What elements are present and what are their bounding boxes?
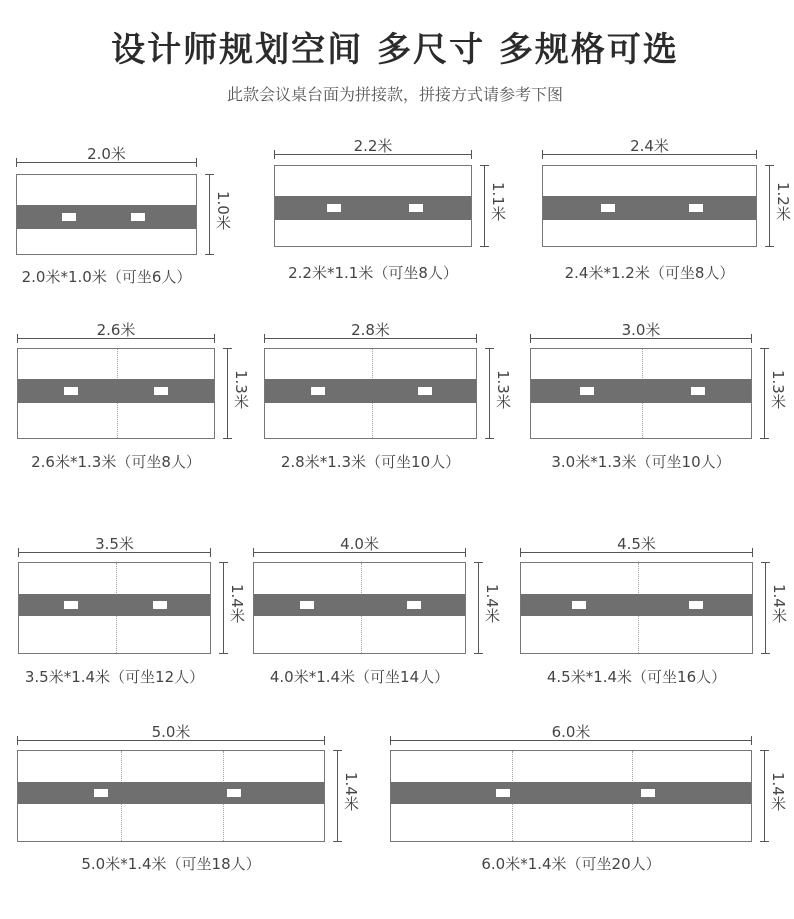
table-top bbox=[17, 348, 215, 439]
center-strip bbox=[18, 379, 214, 403]
cable-hole bbox=[62, 213, 76, 221]
size-caption: 2.0米*1.0米（可坐6人） bbox=[21, 268, 192, 286]
depth-label: 1.4米 bbox=[228, 584, 246, 623]
width-label: 4.0米 bbox=[340, 535, 379, 553]
depth-label: 1.4米 bbox=[770, 584, 788, 623]
center-strip bbox=[19, 594, 210, 616]
depth-label: 1.0米 bbox=[214, 190, 232, 230]
size-caption: 3.0米*1.3米（可坐10人） bbox=[551, 453, 731, 471]
cable-hole bbox=[153, 601, 167, 609]
center-strip bbox=[391, 782, 751, 804]
depth-dimension-line bbox=[478, 562, 479, 654]
size-caption: 3.5米*1.4米（可坐12人） bbox=[24, 668, 205, 686]
table-top bbox=[264, 348, 477, 439]
depth-dimension-line bbox=[484, 165, 485, 247]
depth-label: 1.2米 bbox=[774, 182, 792, 221]
width-label: 3.5米 bbox=[95, 535, 134, 553]
cable-hole bbox=[580, 387, 594, 395]
cable-hole bbox=[418, 387, 432, 395]
depth-label: 1.1米 bbox=[489, 182, 507, 221]
width-label: 2.4米 bbox=[630, 137, 669, 155]
center-strip bbox=[521, 594, 752, 616]
cable-hole bbox=[407, 601, 421, 609]
width-label: 5.0米 bbox=[151, 723, 191, 741]
depth-dimension-line bbox=[765, 562, 766, 654]
table-top bbox=[390, 750, 752, 842]
depth-dimension-line bbox=[223, 562, 224, 654]
table-top bbox=[520, 562, 753, 654]
cable-hole bbox=[94, 789, 108, 797]
table-top bbox=[274, 165, 472, 247]
cable-hole bbox=[689, 204, 703, 212]
width-label: 2.6米 bbox=[96, 321, 136, 339]
cable-hole bbox=[64, 601, 78, 609]
cable-hole bbox=[154, 387, 168, 395]
depth-label: 1.3米 bbox=[494, 369, 512, 409]
center-strip bbox=[17, 205, 196, 229]
cable-hole bbox=[300, 601, 314, 609]
width-label: 3.0米 bbox=[621, 321, 661, 339]
depth-dimension-line bbox=[769, 165, 770, 247]
depth-label: 1.4米 bbox=[483, 584, 501, 623]
width-label: 6.0米 bbox=[551, 723, 591, 741]
size-caption: 5.0米*1.4米（可坐18人） bbox=[81, 855, 261, 873]
width-label: 2.2米 bbox=[353, 137, 393, 155]
depth-dimension-line bbox=[764, 348, 765, 439]
depth-dimension-line bbox=[337, 750, 338, 842]
cable-hole bbox=[327, 204, 341, 212]
size-caption: 2.2米*1.1米（可坐8人） bbox=[288, 264, 458, 282]
width-label: 2.0米 bbox=[87, 145, 126, 163]
cable-hole bbox=[227, 789, 241, 797]
cable-hole bbox=[691, 387, 705, 395]
table-top bbox=[17, 750, 325, 842]
center-strip bbox=[543, 196, 756, 220]
cable-hole bbox=[64, 387, 78, 395]
page-title: 设计师规划空间 多尺寸 多规格可选 bbox=[111, 30, 679, 70]
depth-dimension-line bbox=[209, 174, 210, 255]
cable-hole bbox=[496, 789, 510, 797]
depth-label: 1.4米 bbox=[769, 772, 787, 811]
table-top bbox=[16, 174, 197, 255]
cable-hole bbox=[131, 213, 145, 221]
center-strip bbox=[531, 379, 751, 403]
cable-hole bbox=[409, 204, 423, 212]
center-strip bbox=[18, 782, 324, 804]
width-label: 4.5米 bbox=[617, 535, 656, 553]
size-caption: 2.4米*1.2米（可坐8人） bbox=[564, 264, 735, 282]
size-caption: 4.5米*1.4米（可坐16人） bbox=[546, 668, 727, 686]
cable-hole bbox=[311, 387, 325, 395]
depth-label: 1.4米 bbox=[342, 772, 360, 811]
width-label: 2.8米 bbox=[351, 321, 390, 339]
size-caption: 4.0米*1.4米（可坐14人） bbox=[269, 668, 450, 686]
cable-hole bbox=[601, 204, 615, 212]
table-top bbox=[530, 348, 752, 439]
table-top bbox=[18, 562, 211, 654]
size-caption: 2.8米*1.3米（可坐10人） bbox=[280, 453, 461, 471]
cable-hole bbox=[689, 601, 703, 609]
depth-dimension-line bbox=[227, 348, 228, 439]
size-caption: 2.6米*1.3米（可坐8人） bbox=[31, 453, 201, 471]
center-strip bbox=[254, 594, 465, 616]
size-caption: 6.0米*1.4米（可坐20人） bbox=[481, 855, 661, 873]
table-top bbox=[253, 562, 466, 654]
depth-label: 1.3米 bbox=[232, 369, 250, 409]
cable-hole bbox=[572, 601, 586, 609]
table-top bbox=[542, 165, 757, 247]
page-subtitle: 此款会议桌台面为拼接款，拼接方式请参考下图 bbox=[226, 85, 563, 104]
center-strip bbox=[265, 379, 476, 403]
depth-dimension-line bbox=[764, 750, 765, 842]
center-strip bbox=[275, 196, 471, 220]
depth-dimension-line bbox=[489, 348, 490, 439]
depth-label: 1.3米 bbox=[769, 369, 787, 409]
cable-hole bbox=[641, 789, 655, 797]
